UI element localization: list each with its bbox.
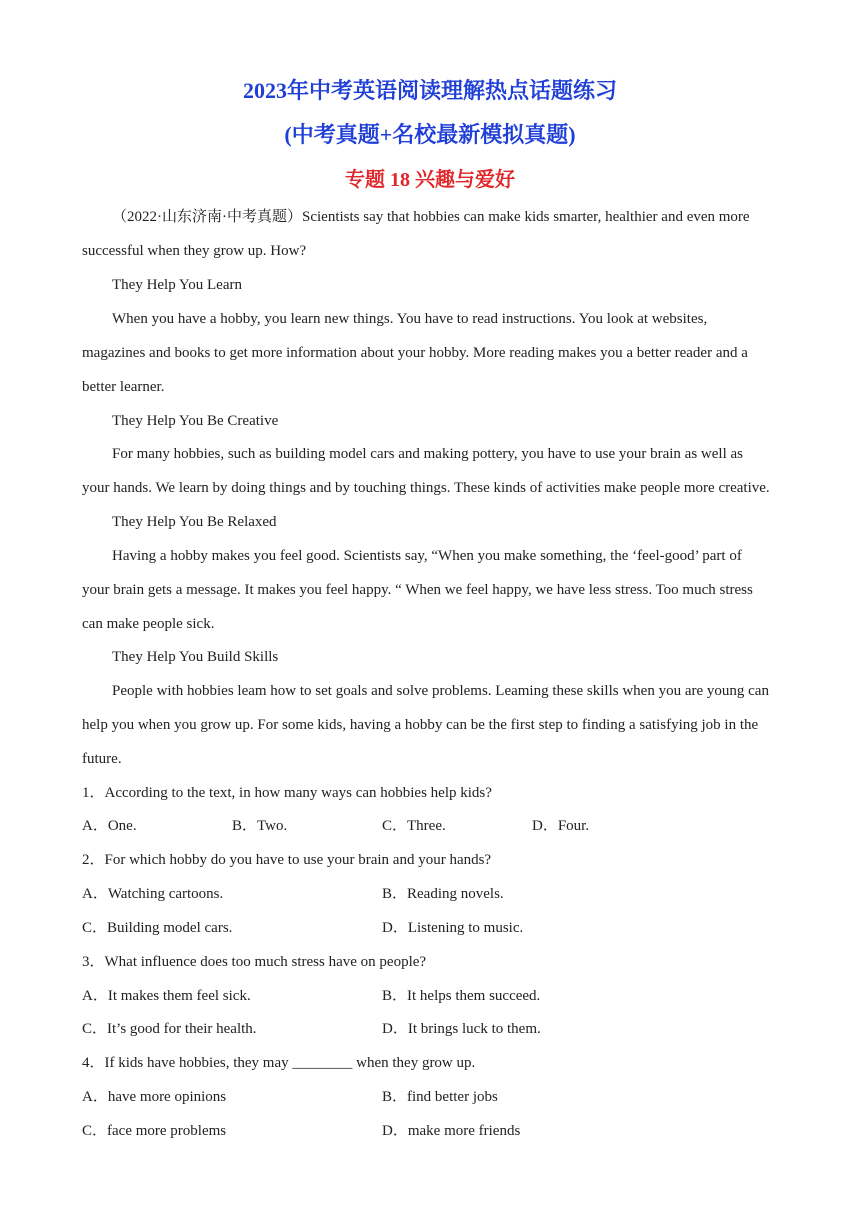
- paragraph-learn-line-2: magazines and books to get more information about your hobby. More reading makes you a better reader and a: [82, 345, 748, 361]
- question-2-option-d: D．Listening to music.: [382, 920, 524, 936]
- section-heading-relaxed: They Help You Be Relaxed: [112, 514, 277, 530]
- passage-intro-line-1: （2022·山东济南·中考真题）Scientists say that hobbies can make kids smarter, healthier and even more: [112, 209, 750, 225]
- question-1-option-a: A．One.: [82, 818, 137, 834]
- page-title: 2023年中考英语阅读理解热点话题练习: [242, 78, 617, 103]
- paragraph-creative-line-1: For many hobbies, such as building model cars and making pottery, you have to use your brain as well as: [112, 446, 743, 462]
- question-4-option-d: D．make more friends: [382, 1123, 521, 1139]
- paragraph-learn-line-1: When you have a hobby, you learn new things. You have to read instructions. You look at websites,: [112, 311, 708, 327]
- paragraph-skills-line-3: future.: [82, 751, 122, 767]
- question-4-option-a: A．have more opinions: [82, 1089, 227, 1105]
- question-4-stem: 4．If kids have hobbies, they may ________ when they grow up.: [82, 1055, 476, 1071]
- question-2-option-a: A．Watching cartoons.: [82, 886, 224, 902]
- question-2-option-b: B．Reading novels.: [382, 886, 504, 902]
- section-heading-learn: They Help You Learn: [112, 277, 242, 293]
- paragraph-skills-line-1: People with hobbies leam how to set goals and solve problems. Leaming these skills when you are young can: [112, 683, 769, 699]
- page-subtitle: (中考真题+名校最新模拟真题): [284, 122, 576, 147]
- question-4-option-b: B．find better jobs: [382, 1089, 498, 1105]
- question-4-option-c: C．face more problems: [82, 1123, 227, 1139]
- question-1-option-d: D．Four.: [532, 818, 590, 834]
- question-1-option-b: B．Two.: [232, 818, 288, 834]
- paragraph-relaxed-line-1: Having a hobby makes you feel good. Scientists say, “When you make something, the ‘feel-good’ part of: [112, 548, 742, 564]
- section-heading-creative: They Help You Be Creative: [112, 413, 279, 429]
- paragraph-relaxed-line-2: your brain gets a message. It makes you feel happy. “ When we feel happy, we have less stress. Too much stress: [82, 582, 753, 598]
- section-heading-skills: They Help You Build Skills: [112, 649, 279, 665]
- paragraph-creative-line-2: your hands. We learn by doing things and by touching things. These kinds of activities make people more creative.: [82, 480, 770, 496]
- paragraph-skills-line-2: help you when you grow up. For some kids, having a hobby can be the first step to finding a satisfying job in the: [82, 717, 759, 733]
- paragraph-learn-line-3: better learner.: [82, 379, 165, 395]
- question-3-stem: 3．What influence does too much stress have on people?: [82, 954, 427, 970]
- paragraph-relaxed-line-3: can make people sick.: [82, 616, 215, 632]
- question-1-stem: 1．According to the text, in how many ways can hobbies help kids?: [82, 785, 492, 801]
- question-3-option-a: A．It makes them feel sick.: [82, 988, 251, 1004]
- question-3-option-d: D．It brings luck to them.: [382, 1021, 541, 1037]
- question-3-option-b: B．It helps them succeed.: [382, 988, 541, 1004]
- question-2-stem: 2．For which hobby do you have to use your brain and your hands?: [82, 852, 492, 868]
- topic-title: 专题 18 兴趣与爱好: [345, 169, 515, 191]
- passage-intro-line-2: successful when they grow up. How?: [82, 243, 307, 259]
- question-2-option-c: C．Building model cars.: [82, 920, 233, 936]
- question-1-option-c: C．Three.: [382, 818, 446, 834]
- question-3-option-c: C．It’s good for their health.: [82, 1021, 257, 1037]
